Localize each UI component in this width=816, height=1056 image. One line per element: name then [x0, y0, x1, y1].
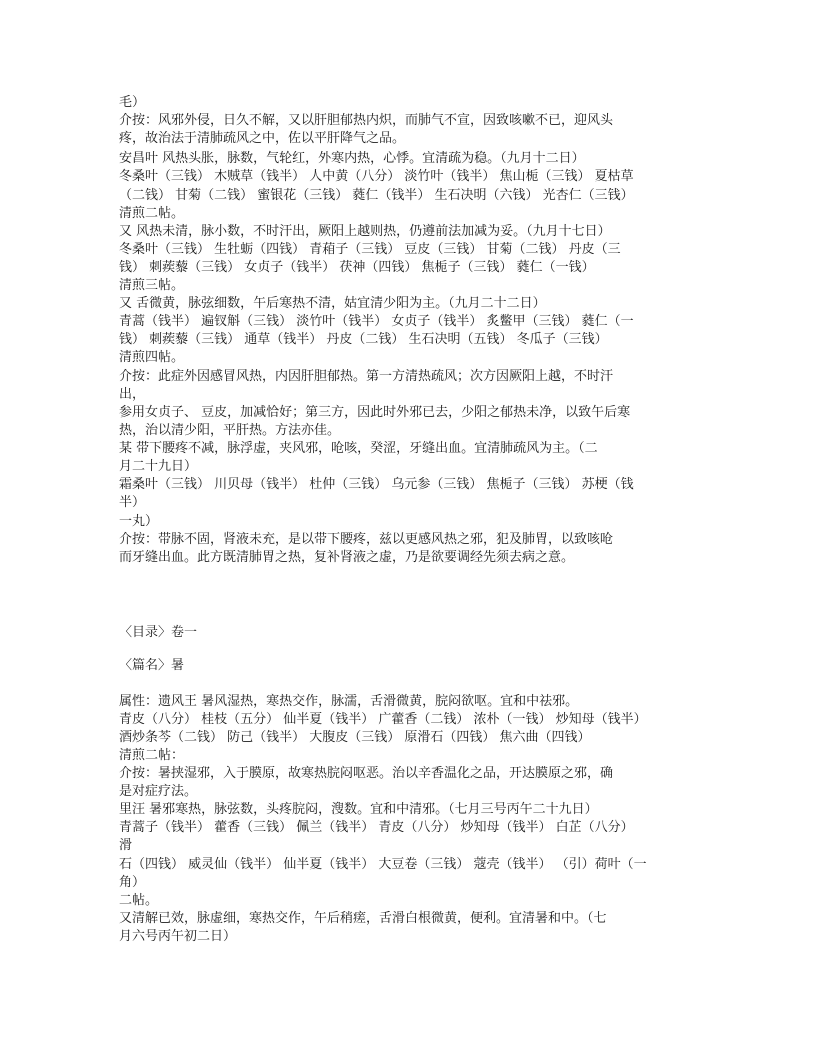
text-line: 酒炒条芩（二钱） 防己（钱半） 大腹皮（三钱） 原滑石（四钱） 焦六曲（四钱） — [119, 730, 591, 745]
text-line: 清煎二帖： — [119, 748, 185, 763]
text-line: 又 风热未清，脉小数，不时汗出，厥阳上越则热，仍遵前法加减为妥。（九月十七日） — [119, 224, 611, 239]
text-line: 某 带下腰疼不减，脉浮虚，夹风邪，呛咳，癸涩，牙缝出血。宜清肺疏风为主。（二 — [119, 441, 598, 456]
text-line: 月六号丙午初二日） — [119, 929, 237, 944]
text-line: 安昌叶 风热头胀，脉数，气轮红，外寒内热，心悸。宜清疏为稳。（九月十二日） — [119, 151, 585, 166]
text-line: 清煎四帖。 — [119, 350, 185, 365]
text-line: 而牙缝出血。此方既清肺胃之热，复补肾液之虚，乃是欲要调经先须去病之意。 — [119, 550, 575, 565]
text-line: 青蒿子（钱半） 藿香（三钱） 佩兰（钱半） 青皮（八分） 炒知母（钱半） 白芷（八分） — [119, 820, 634, 835]
text-line: 一丸） — [119, 514, 159, 529]
text-line: 毛） — [119, 95, 146, 110]
text-line: 二帖。 — [119, 893, 159, 908]
text-line: 又清解已效，脉虚细，寒热交作，午后稍瘥，舌滑白根微黄，便利。宜清暑和中。（七 — [119, 911, 607, 926]
text-line: （二钱） 甘菊（二钱） 蜜银花（三钱） 蕤仁（钱半） 生石决明（六钱） 光杏仁（三钱） — [119, 188, 634, 203]
text-line: 出， — [119, 387, 146, 402]
text-line: 青蒿（钱半） 遍钗斛（三钱） 淡竹叶（钱半） 女贞子（钱半） 炙鳖甲（三钱） 蕤仁（一 — [119, 314, 634, 329]
text-line: 霜桑叶（三钱） 川贝母（钱半） 杜仲（三钱） 乌元参（三钱） 焦栀子（三钱） 苏梗（钱 — [119, 477, 634, 492]
text-line: 钱） 刺蒺藜（三钱） 女贞子（钱半） 茯神（四钱） 焦栀子（三钱） 蕤仁（一钱） — [119, 260, 595, 275]
text-line: 冬桑叶（三钱） 木贼草（钱半） 人中黄（八分） 淡竹叶（钱半） 焦山栀（三钱） 夏枯草 — [119, 169, 634, 184]
text-line: 介按：风邪外侵，日久不解，又以肝胆郁热内炽，而肺气不宣，因致咳嗽不已，迎风头 — [119, 113, 614, 128]
text-line: 介按：暑挟湿邪，入于膜原，故寒热脘闷呕恶。治以辛香温化之品，开达膜原之邪，确 — [119, 766, 614, 781]
text-line: 清煎三帖。 — [119, 278, 185, 293]
text-line: 介按：此症外因感冒风热，内因肝胆郁热。第一方清热疏风；次方因厥阳上越，不时汗 — [119, 369, 614, 384]
text-line: 是对症疗法。 — [119, 784, 198, 799]
text-line: 石（四钱） 威灵仙（钱半） 仙半夏（钱半） 大豆卷（三钱） 蔻壳（钱半） （引）荷叶（一 — [119, 857, 647, 872]
text-line: 青皮（八分） 桂枝（五分） 仙半夏（钱半） 广藿香（二钱） 浓朴（一钱） 炒知母（钱半） — [119, 712, 647, 727]
text-line: 滑 — [119, 838, 133, 853]
text-line: 清煎二帖。 — [119, 206, 185, 221]
text-line: 角） — [119, 875, 146, 890]
text-line: 介按：带脉不固，肾液未充，是以带下腰疼，兹以更感风热之邪，犯及肺胃，以致咳呛 — [119, 532, 614, 547]
text-line: 钱） 刺蒺藜（三钱） 通草（钱半） 丹皮（二钱） 生石决明（五钱） 冬瓜子（三钱） — [119, 332, 608, 347]
text-line: 参用女贞子、 豆皮，加减恰好；第三方，因此时外邪已去，少阳之郁热未净，以致午后寒 — [119, 405, 631, 420]
section-heading: 〈篇名〉暑 — [119, 658, 185, 673]
text-line: 月二十九日） — [119, 459, 198, 474]
text-line: 热，治以清少阳，平肝热。方法亦佳。 — [119, 423, 341, 438]
text-line: 里汪 暑邪寒热，脉弦数，头疼脘闷，溲数。宜和中清邪。（七月三号丙午二十九日） — [119, 802, 598, 817]
text-line: 属性：遗风王 暑风湿热，寒热交作，脉濡，舌滑微黄，脘闷欲呕。宜和中祛邪。 — [119, 694, 579, 709]
text-line: 又 舌微黄，脉弦细数，午后寒热不清，姑宜清少阳为主。（九月二十二日） — [119, 296, 546, 311]
toc-heading: 〈目录〉卷一 — [119, 625, 198, 640]
text-line: 冬桑叶（三钱） 生牡蛎（四钱） 青葙子（三钱） 豆皮（三钱） 甘菊（二钱） 丹皮（三 — [119, 242, 621, 257]
text-line: 疼，故治法于清肺疏风之中，佐以平肝降气之品。 — [119, 131, 406, 146]
text-line: 半） — [119, 495, 146, 510]
